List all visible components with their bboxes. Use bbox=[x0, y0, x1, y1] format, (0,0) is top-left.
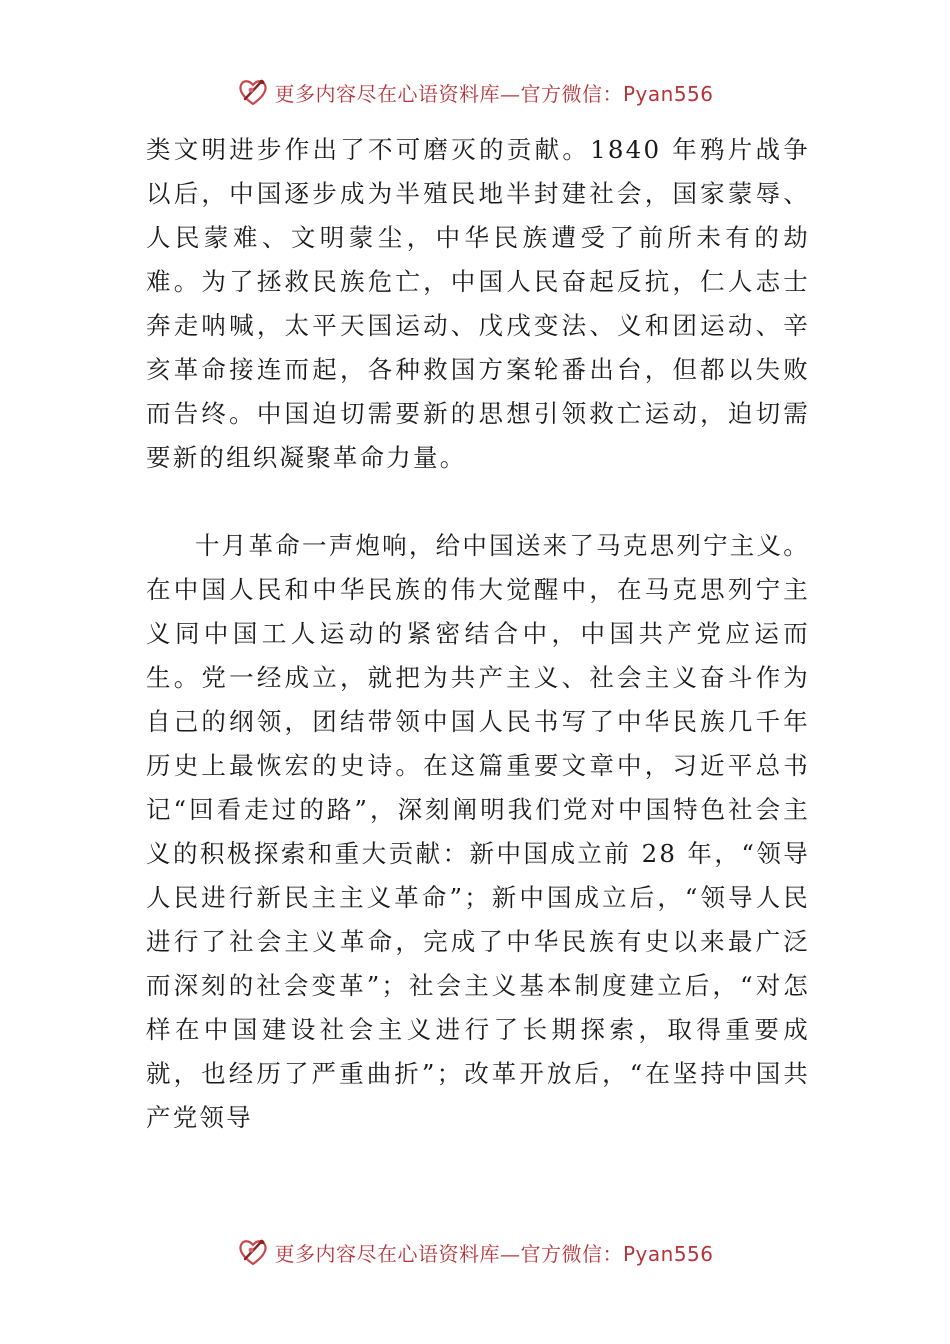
footer-wechat-id: Pyan556 bbox=[622, 1241, 714, 1266]
page-header-banner bbox=[0, 72, 950, 112]
header-wechat-id: Pyan556 bbox=[622, 81, 714, 106]
paragraph: 十月革命一声炮响，给中国送来了马克思列宁主义。在中国人民和中华民族的伟大觉醒中，在马克思列宁主义同中国工人运动的紧密结合中，中国共产党应运而生。党一经成立，就把为共产主义、社会主义奋斗作为自己的纲领，团结带领中国人民书写了中华民族几千年历史上最恢宏的史诗。在这篇重要文章中，习近平总书记“回看走过的路”，深刻阐明我们党对中国特色社会主义的积极探索和重大贡献：新中国成立前 28 年，“领导人民进行新民主主义革命”；新中国成立后，“领导人民进行了社会主义革命，完成了中华民族有史以来最广泛而深刻的社会变革”；社会主义基本制度建立后，“对怎样在中国建设社会主义进行了长期探索，取得重要成就，也经历了严重曲折”；改革开放后，“在坚持中国共产党领导 bbox=[146, 531, 810, 1132]
paragraph: 类文明进步作出了不可磨灭的贡献。1840 年鸦片战争以后，中国逐步成为半殖民地半封建社会，国家蒙辱、人民蒙难、文明蒙尘，中华民族遭受了前所未有的劫难。为了拯救民族危亡，中国人民奋起反抗，仁人志士奔走呐喊，太平天国运动、戊戌变法、义和团运动、辛亥革命接连而起，各种救国方案轮番出台，但都以失败而告终。中国迫切需要新的思想引领救亡运动，迫切需要新的组织凝聚革命力量。 bbox=[146, 135, 810, 472]
header-banner-text: 更多内容尽在心语资料库—官方微信：Pyan556 bbox=[274, 81, 714, 106]
heart-quill-logo-icon bbox=[236, 75, 270, 109]
footer-banner-text: 更多内容尽在心语资料库—官方微信：Pyan556 bbox=[274, 1241, 714, 1266]
page-footer-banner bbox=[0, 1232, 950, 1272]
document-body bbox=[146, 128, 810, 1140]
heart-quill-logo-icon bbox=[236, 1235, 270, 1269]
